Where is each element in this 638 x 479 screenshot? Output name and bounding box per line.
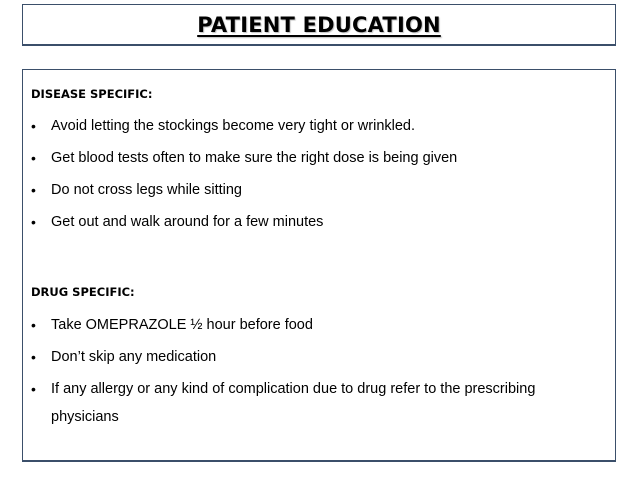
bullet-icon: • [31, 150, 36, 166]
title-banner [22, 4, 616, 46]
bullet-icon: • [31, 214, 36, 230]
list-item [31, 149, 605, 167]
list-item-text: If any allergy or any kind of complication due to drug refer to the prescribing physicians [51, 381, 536, 425]
list-item [31, 117, 605, 135]
list-item [31, 348, 605, 366]
list-item-text: Do not cross legs while sitting [51, 182, 242, 198]
list-item [31, 213, 605, 231]
list-item-text: Avoid letting the stockings become very tight or wrinkled. [51, 118, 416, 134]
bullet-icon: • [31, 118, 36, 134]
list-item [31, 380, 605, 431]
content-panel [22, 69, 616, 462]
list-item-text: Don’t skip any medication [51, 349, 217, 365]
bullet-icon: • [31, 381, 36, 397]
page-title: PATIENT EDUCATION [197, 12, 441, 37]
list-item [31, 316, 605, 334]
bullet-icon: • [31, 182, 36, 198]
list-item-text: Get out and walk around for a few minutes [51, 214, 324, 230]
bullet-icon: • [31, 349, 36, 365]
bullet-icon: • [31, 317, 36, 333]
disease-specific-list [31, 117, 605, 245]
section-heading-disease-specific: DISEASE SPECIFIC: [31, 87, 153, 101]
list-item [31, 181, 605, 199]
list-item-text: Get blood tests often to make sure the right dose is being given [51, 150, 458, 166]
section-heading-drug-specific: DRUG SPECIFIC: [31, 285, 135, 299]
list-item-text: Take OMEPRAZOLE ½ hour before food [51, 317, 313, 333]
drug-specific-list [31, 316, 605, 445]
